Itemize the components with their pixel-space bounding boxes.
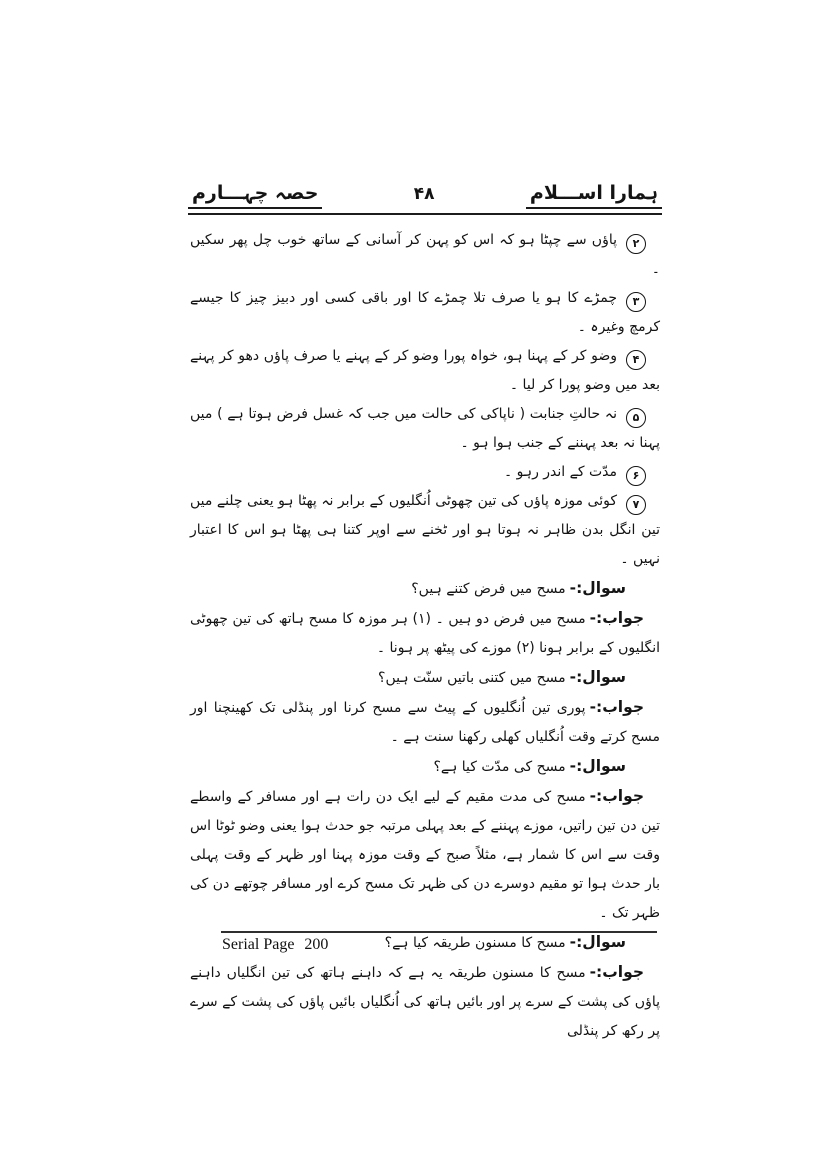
- item-number-circle: ۷: [626, 495, 646, 515]
- answer-paragraph: [190, 782, 660, 928]
- numbered-item: [190, 226, 660, 284]
- numbered-item: [190, 458, 660, 487]
- serial-page-number: 200: [304, 936, 329, 953]
- paragraph-text: مسح میں فرض کتنے ہیں؟: [411, 581, 566, 597]
- qa-label: سوال:-: [569, 579, 626, 597]
- question-paragraph: [190, 752, 660, 782]
- item-number-circle: ۵: [626, 408, 646, 428]
- qa-label: جواب:-: [589, 698, 644, 716]
- paragraph-text: مسح کا مسنون طریقہ یہ ہے کہ داہنے ہاتھ کی تین انگلیاں داہنے پاؤں کی پشت کے سرے پر اور بائیں ہاتھ کی اُنگلیاں بائیں پاؤں کی پشت کے سرے پر رکھ کر پنڈلی: [190, 965, 660, 1039]
- paragraph-text: پاؤں سے چپٹا ہو کہ اس کو پہن کر آسانی کے ساتھ خوب چل پھر سکیں ۔: [190, 232, 660, 277]
- paragraph-text: وضو کر کے پہنا ہو، خواہ پورا وضو کر کے پہنے یا صرف پاؤں دھو کر پہنے بعد میں وضو پورا کر لیا ۔: [190, 348, 660, 393]
- paragraph-text: مسح میں کتنی باتیں سنّت ہیں؟: [378, 670, 566, 686]
- item-number-circle: ۲: [626, 234, 646, 254]
- answer-paragraph: [190, 958, 660, 1046]
- paragraph-text: پوری تین اُنگلیوں کے پیٹ سے مسح کرنا اور پنڈلی تک کھینچنا اور مسح کرتے وقت اُنگلیاں کھلی رکھنا سنت ہے ۔: [190, 700, 660, 745]
- qa-label: جواب:-: [589, 963, 644, 981]
- book-title: ہمارا اســـلام: [526, 181, 662, 209]
- qa-label: سوال:-: [569, 668, 626, 686]
- item-number-circle: ۴: [626, 350, 646, 370]
- item-number-circle: ۶: [626, 466, 646, 486]
- answer-paragraph: [190, 604, 660, 663]
- page-header: [188, 181, 662, 209]
- qa-label: جواب:-: [589, 609, 644, 627]
- item-number-circle: ۳: [626, 292, 646, 312]
- numbered-item: [190, 342, 660, 400]
- numbered-item: [190, 284, 660, 342]
- paragraph-text: مسح کی مدّت کیا ہے؟: [433, 759, 566, 775]
- qa-label: سوال:-: [569, 933, 626, 951]
- serial-page-label: Serial Page: [222, 936, 295, 953]
- paragraph-text: نہ حالتِ جنابت ( ناپاکی کی حالت میں جب کہ غسل فرض ہوتا ہے ) میں پہنا نہ بعد پہننے کے جنب ہوا ہو ۔: [190, 406, 660, 451]
- paragraph-text: کوئی موزہ پاؤں کی تین چھوٹی اُنگلیوں کے برابر نہ پھٹا ہو یعنی چلنے میں تین انگل بدن ظاہر نہ ہوتا ہو اور ٹخنے سے اوپر کتنا ہی پھٹا ہو اس کا اعتبار نہیں ۔: [190, 493, 660, 567]
- paragraph-text: مسح کی مدت مقیم کے لیے ایک دن رات ہے اور مسافر کے واسطے تین دن تین راتیں، موزے پہننے کے بعد پہلی مرتبہ جو حدث ہوا یعنی وضو ٹوٹا اس وقت سے اس کا شمار ہے، مثلاً صبح کے وقت موزہ پہنا اور ظہر کے وقت پہلی بار حدث ہوا تو مقیم دوسرے دن کی ظہر تک مسح کرے اور مسافر چوتھے دن کی ظہر تک ۔: [190, 789, 660, 921]
- part-title: حصہ چہـــارم: [188, 181, 322, 209]
- paragraph-text: مدّت کے اندر رہو ۔: [504, 464, 617, 480]
- header-divider: [188, 213, 662, 215]
- numbered-item: [190, 487, 660, 574]
- footer-divider: [221, 931, 657, 933]
- numbered-item: [190, 400, 660, 458]
- paragraph-text: چمڑے کا ہو یا صرف تلا چمڑے کا اور باقی کسی اور دبیز چیز کا جیسے کرمچ وغیرہ ۔: [190, 290, 660, 335]
- page-number: ۴۸: [413, 184, 435, 204]
- qa-label: جواب:-: [589, 787, 644, 805]
- question-paragraph: [190, 663, 660, 693]
- paragraph-text: مسح کا مسنون طریقہ کیا ہے؟: [384, 935, 566, 951]
- question-paragraph: [190, 574, 660, 604]
- serial-page-footer: [222, 936, 328, 954]
- qa-label: سوال:-: [569, 757, 626, 775]
- answer-paragraph: [190, 693, 660, 752]
- paragraph-text: مسح میں فرض دو ہیں ۔ (۱) ہر موزہ کا مسح ہاتھ کی تین چھوٹی انگلیوں کے برابر ہونا (۲) موزے کی پیٹھ پر ہونا ۔: [190, 611, 660, 656]
